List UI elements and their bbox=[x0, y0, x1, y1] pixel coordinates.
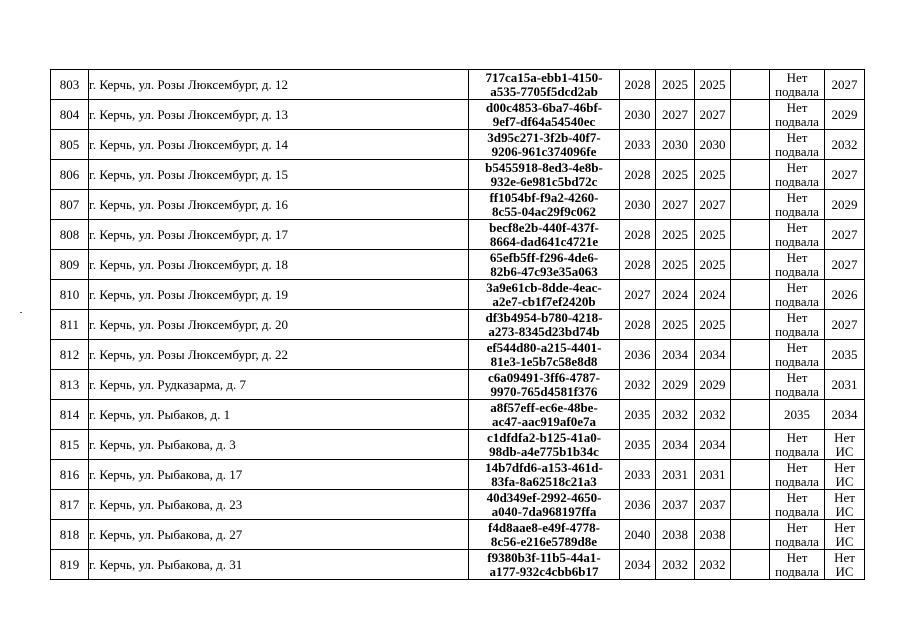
basement-cell-line: подвала bbox=[775, 383, 819, 399]
year-cell-3: 2031 bbox=[695, 460, 731, 490]
guid-cell-line: ac47-aac919af0e7a bbox=[492, 413, 596, 429]
basement-cell bbox=[770, 250, 825, 280]
year-cell-1: 2036 bbox=[620, 340, 656, 370]
year-cell-1: 2036 bbox=[620, 490, 656, 520]
last-cell-line: 2035 bbox=[831, 346, 858, 362]
year-cell-3: 2030 bbox=[695, 130, 731, 160]
row-number-cell: 811 bbox=[51, 310, 89, 340]
basement-cell bbox=[770, 280, 825, 310]
year-cell-1: 2028 bbox=[620, 70, 656, 100]
year-cell-1: 2028 bbox=[620, 160, 656, 190]
guid-cell-line: f4d8aae8-e49f-4778- bbox=[488, 519, 600, 535]
basement-cell-line: Нет bbox=[786, 99, 808, 115]
year-cell-3: 2025 bbox=[695, 220, 731, 250]
address-cell: г. Керчь, ул. Рыбакова, д. 3 bbox=[89, 430, 469, 460]
year-cell-3: 2032 bbox=[695, 550, 731, 580]
empty-cell bbox=[731, 400, 770, 430]
guid-cell-line: a273-8345d23bd74b bbox=[488, 323, 600, 339]
basement-cell bbox=[770, 490, 825, 520]
year-cell-1: 2030 bbox=[620, 100, 656, 130]
last-cell bbox=[825, 310, 865, 340]
address-cell: г. Керчь, ул. Рыбакова, д. 23 bbox=[89, 490, 469, 520]
year-cell-3: 2037 bbox=[695, 490, 731, 520]
year-cell-2: 2032 bbox=[656, 400, 695, 430]
row-number-cell: 812 bbox=[51, 340, 89, 370]
last-cell bbox=[825, 400, 865, 430]
guid-cell bbox=[469, 160, 620, 190]
guid-cell-line: c1dfdfa2-b125-41a0- bbox=[486, 429, 602, 445]
guid-cell-line: 9ef7-df64a54540ec bbox=[492, 113, 596, 129]
row-number-cell: 814 bbox=[51, 400, 89, 430]
guid-cell-line: b5455918-8ed3-4e8b- bbox=[485, 159, 603, 175]
basement-cell-line: подвала bbox=[775, 473, 819, 489]
basement-cell bbox=[770, 400, 825, 430]
year-cell-2: 2032 bbox=[656, 550, 695, 580]
year-cell-3: 2032 bbox=[695, 400, 731, 430]
guid-cell bbox=[469, 370, 620, 400]
guid-cell-line: 14b7dfd6-a153-461d- bbox=[485, 459, 603, 475]
year-cell-1: 2028 bbox=[620, 250, 656, 280]
last-cell-line: Нет bbox=[834, 519, 855, 535]
table-row bbox=[51, 370, 865, 400]
row-number-cell: 808 bbox=[51, 220, 89, 250]
row-number-cell: 817 bbox=[51, 490, 89, 520]
last-cell-line: 2027 bbox=[831, 76, 858, 92]
last-cell bbox=[825, 430, 865, 460]
empty-cell bbox=[731, 130, 770, 160]
empty-cell bbox=[731, 280, 770, 310]
last-cell bbox=[825, 250, 865, 280]
guid-cell-line: 8c56-e216e5789d8e bbox=[490, 533, 598, 549]
empty-cell bbox=[731, 310, 770, 340]
table-row bbox=[51, 130, 865, 160]
empty-cell bbox=[731, 520, 770, 550]
table-body bbox=[51, 70, 865, 580]
year-cell-3: 2029 bbox=[695, 370, 731, 400]
last-cell bbox=[825, 100, 865, 130]
address-cell: г. Керчь, ул. Рудказарма, д. 7 bbox=[89, 370, 469, 400]
basement-cell-line: подвала bbox=[775, 263, 819, 279]
guid-cell-line: 9206-961c374096fe bbox=[491, 143, 597, 159]
basement-cell-line: Нет bbox=[786, 279, 808, 295]
last-cell bbox=[825, 520, 865, 550]
guid-cell bbox=[469, 400, 620, 430]
year-cell-2: 2038 bbox=[656, 520, 695, 550]
year-cell-3: 2038 bbox=[695, 520, 731, 550]
guid-cell bbox=[469, 100, 620, 130]
basement-cell bbox=[770, 310, 825, 340]
guid-cell bbox=[469, 550, 620, 580]
address-cell: г. Керчь, ул. Рыбакова, д. 17 bbox=[89, 460, 469, 490]
guid-cell bbox=[469, 190, 620, 220]
year-cell-2: 2029 bbox=[656, 370, 695, 400]
row-number-cell: 813 bbox=[51, 370, 89, 400]
year-cell-2: 2030 bbox=[656, 130, 695, 160]
last-cell bbox=[825, 220, 865, 250]
last-cell bbox=[825, 340, 865, 370]
guid-cell-line: ff1054bf-f9a2-4260- bbox=[489, 189, 599, 205]
guid-cell bbox=[469, 310, 620, 340]
last-cell-line: 2027 bbox=[831, 256, 858, 272]
basement-cell-line: подвала bbox=[775, 443, 819, 459]
scan-artifact bbox=[20, 312, 22, 313]
guid-cell bbox=[469, 130, 620, 160]
last-cell-line: Нет bbox=[834, 429, 855, 445]
empty-cell bbox=[731, 100, 770, 130]
guid-cell bbox=[469, 70, 620, 100]
guid-cell-line: 82b6-47c93e35a063 bbox=[490, 263, 598, 279]
address-cell: г. Керчь, ул. Розы Люксембург, д. 19 bbox=[89, 280, 469, 310]
basement-cell-line: Нет bbox=[786, 459, 808, 475]
guid-cell bbox=[469, 250, 620, 280]
year-cell-2: 2034 bbox=[656, 430, 695, 460]
empty-cell bbox=[731, 550, 770, 580]
year-cell-2: 2031 bbox=[656, 460, 695, 490]
row-number-cell: 804 bbox=[51, 100, 89, 130]
last-cell bbox=[825, 460, 865, 490]
basement-cell-line: подвала bbox=[775, 203, 819, 219]
address-cell: г. Керчь, ул. Розы Люксембург, д. 20 bbox=[89, 310, 469, 340]
year-cell-2: 2025 bbox=[656, 310, 695, 340]
last-cell-line: 2029 bbox=[831, 106, 858, 122]
basement-cell-line: Нет bbox=[786, 489, 808, 505]
address-cell: г. Керчь, ул. Розы Люксембург, д. 18 bbox=[89, 250, 469, 280]
guid-cell-line: becf8e2b-440f-437f- bbox=[489, 219, 599, 235]
year-cell-1: 2027 bbox=[620, 280, 656, 310]
year-cell-2: 2024 bbox=[656, 280, 695, 310]
year-cell-1: 2034 bbox=[620, 550, 656, 580]
basement-cell bbox=[770, 370, 825, 400]
last-cell-line: Нет bbox=[834, 489, 855, 505]
last-cell bbox=[825, 550, 865, 580]
basement-cell-line: Нет bbox=[786, 129, 808, 145]
basement-cell bbox=[770, 460, 825, 490]
basement-cell bbox=[770, 340, 825, 370]
year-cell-3: 2034 bbox=[695, 340, 731, 370]
row-number-cell: 818 bbox=[51, 520, 89, 550]
table-row bbox=[51, 490, 865, 520]
guid-cell-line: 8c55-04ac29f9c062 bbox=[492, 203, 596, 219]
year-cell-2: 2037 bbox=[656, 490, 695, 520]
basement-cell bbox=[770, 520, 825, 550]
basement-cell-line: Нет bbox=[786, 429, 808, 445]
address-cell: г. Керчь, ул. Рыбаков, д. 1 bbox=[89, 400, 469, 430]
last-cell bbox=[825, 190, 865, 220]
basement-cell-line: подвала bbox=[775, 143, 819, 159]
guid-cell-line: 717ca15a-ebb1-4150- bbox=[485, 69, 603, 85]
last-cell-line: ИС bbox=[835, 443, 854, 459]
guid-cell bbox=[469, 520, 620, 550]
year-cell-3: 2025 bbox=[695, 160, 731, 190]
last-cell-line: 2031 bbox=[831, 376, 858, 392]
empty-cell bbox=[731, 250, 770, 280]
address-cell: г. Керчь, ул. Рыбакова, д. 31 bbox=[89, 550, 469, 580]
last-cell bbox=[825, 130, 865, 160]
guid-cell-line: a8f57eff-ec6e-48be- bbox=[490, 399, 598, 415]
table-row bbox=[51, 340, 865, 370]
last-cell-line: Нет bbox=[834, 549, 855, 565]
row-number-cell: 819 bbox=[51, 550, 89, 580]
year-cell-2: 2025 bbox=[656, 70, 695, 100]
year-cell-3: 2025 bbox=[695, 250, 731, 280]
address-cell: г. Керчь, ул. Розы Люксембург, д. 15 bbox=[89, 160, 469, 190]
address-cell: г. Керчь, ул. Розы Люксембург, д. 22 bbox=[89, 340, 469, 370]
year-cell-1: 2035 bbox=[620, 400, 656, 430]
basement-cell-line: Нет bbox=[786, 369, 808, 385]
basement-cell-line: подвала bbox=[775, 293, 819, 309]
basement-cell bbox=[770, 430, 825, 460]
basement-cell-line: Нет bbox=[786, 309, 808, 325]
basement-cell-line: подвала bbox=[775, 113, 819, 129]
basement-cell-line: Нет bbox=[786, 219, 808, 235]
year-cell-2: 2025 bbox=[656, 220, 695, 250]
basement-cell-line: подвала bbox=[775, 353, 819, 369]
guid-cell-line: a040-7da968197ffa bbox=[491, 503, 597, 519]
address-cell: г. Керчь, ул. Розы Люксембург, д. 13 bbox=[89, 100, 469, 130]
basement-cell-line: Нет bbox=[786, 519, 808, 535]
guid-cell-line: 81e3-1e5b7c58e8d8 bbox=[490, 353, 598, 369]
address-cell: г. Керчь, ул. Розы Люксембург, д. 12 bbox=[89, 70, 469, 100]
last-cell-line: ИС bbox=[835, 473, 854, 489]
basement-cell bbox=[770, 550, 825, 580]
last-cell-line: 2029 bbox=[831, 196, 858, 212]
year-cell-1: 2035 bbox=[620, 430, 656, 460]
year-cell-3: 2027 bbox=[695, 190, 731, 220]
guid-cell-line: 932e-6e981c5bd72c bbox=[490, 173, 598, 189]
basement-cell-line: подвала bbox=[775, 533, 819, 549]
year-cell-1: 2033 bbox=[620, 130, 656, 160]
year-cell-3: 2024 bbox=[695, 280, 731, 310]
guid-cell-line: 98db-a4e775b1b34c bbox=[489, 443, 599, 459]
table-row bbox=[51, 550, 865, 580]
year-cell-2: 2025 bbox=[656, 160, 695, 190]
address-cell: г. Керчь, ул. Розы Люксембург, д. 14 bbox=[89, 130, 469, 160]
basement-cell-line: подвала bbox=[775, 173, 819, 189]
guid-cell-line: 3d95c271-3f2b-40f7- bbox=[487, 129, 601, 145]
basement-cell-line: подвала bbox=[775, 563, 819, 579]
basement-cell-line: подвала bbox=[775, 233, 819, 249]
year-cell-3: 2027 bbox=[695, 100, 731, 130]
year-cell-2: 2027 bbox=[656, 190, 695, 220]
empty-cell bbox=[731, 220, 770, 250]
address-cell: г. Керчь, ул. Розы Люксембург, д. 16 bbox=[89, 190, 469, 220]
year-cell-1: 2033 bbox=[620, 460, 656, 490]
table-row bbox=[51, 220, 865, 250]
year-cell-3: 2025 bbox=[695, 310, 731, 340]
empty-cell bbox=[731, 70, 770, 100]
guid-cell-line: 83fa-8a62518c21a3 bbox=[491, 473, 597, 489]
basement-cell bbox=[770, 70, 825, 100]
table-row bbox=[51, 70, 865, 100]
basement-cell-line: подвала bbox=[775, 323, 819, 339]
basement-cell-line: Нет bbox=[786, 69, 808, 85]
guid-cell-line: 65efb5ff-f296-4de6- bbox=[489, 249, 599, 265]
address-cell: г. Керчь, ул. Розы Люксембург, д. 17 bbox=[89, 220, 469, 250]
empty-cell bbox=[731, 370, 770, 400]
guid-cell-line: f9380b3f-11b5-44a1- bbox=[487, 549, 601, 565]
basement-cell-line: подвала bbox=[775, 503, 819, 519]
guid-cell bbox=[469, 460, 620, 490]
year-cell-1: 2030 bbox=[620, 190, 656, 220]
year-cell-2: 2034 bbox=[656, 340, 695, 370]
last-cell bbox=[825, 160, 865, 190]
guid-cell bbox=[469, 490, 620, 520]
guid-cell-line: 8664-dad641c4721e bbox=[489, 233, 599, 249]
last-cell-line: 2026 bbox=[831, 286, 858, 302]
guid-cell bbox=[469, 280, 620, 310]
guid-cell bbox=[469, 340, 620, 370]
row-number-cell: 803 bbox=[51, 70, 89, 100]
guid-cell bbox=[469, 430, 620, 460]
empty-cell bbox=[731, 490, 770, 520]
last-cell-line: ИС bbox=[835, 533, 854, 549]
last-cell-line: 2027 bbox=[831, 316, 858, 332]
guid-cell-line: 9970-765d4581f376 bbox=[490, 383, 598, 399]
row-number-cell: 805 bbox=[51, 130, 89, 160]
guid-cell-line: c6a09491-3ff6-4787- bbox=[488, 369, 600, 385]
empty-cell bbox=[731, 340, 770, 370]
last-cell bbox=[825, 280, 865, 310]
last-cell-line: ИС bbox=[835, 563, 854, 579]
guid-cell-line: d00c4853-6ba7-46bf- bbox=[485, 99, 603, 115]
guid-cell-line: a535-7705f5dcd2ab bbox=[490, 83, 598, 99]
guid-cell-line: a2e7-cb1f7ef2420b bbox=[492, 293, 596, 309]
basement-cell-line: 2035 bbox=[784, 406, 810, 422]
table-row bbox=[51, 250, 865, 280]
year-cell-2: 2027 bbox=[656, 100, 695, 130]
basement-cell bbox=[770, 130, 825, 160]
last-cell-line: 2027 bbox=[831, 226, 858, 242]
empty-cell bbox=[731, 460, 770, 490]
guid-cell-line: 40d349ef-2992-4650- bbox=[486, 489, 602, 505]
basement-cell-line: Нет bbox=[786, 159, 808, 175]
table-row bbox=[51, 460, 865, 490]
year-cell-1: 2028 bbox=[620, 310, 656, 340]
empty-cell bbox=[731, 430, 770, 460]
last-cell bbox=[825, 490, 865, 520]
basement-cell-line: Нет bbox=[786, 549, 808, 565]
address-cell: г. Керчь, ул. Рыбакова, д. 27 bbox=[89, 520, 469, 550]
row-number-cell: 810 bbox=[51, 280, 89, 310]
year-cell-3: 2025 bbox=[695, 70, 731, 100]
row-number-cell: 816 bbox=[51, 460, 89, 490]
basement-cell bbox=[770, 220, 825, 250]
empty-cell bbox=[731, 190, 770, 220]
last-cell-line: 2032 bbox=[831, 136, 858, 152]
guid-cell-line: ef544d80-a215-4401- bbox=[486, 339, 602, 355]
year-cell-1: 2028 bbox=[620, 220, 656, 250]
basement-cell bbox=[770, 100, 825, 130]
basement-cell-line: Нет bbox=[786, 339, 808, 355]
row-number-cell: 806 bbox=[51, 160, 89, 190]
table-row bbox=[51, 400, 865, 430]
row-number-cell: 809 bbox=[51, 250, 89, 280]
year-cell-2: 2025 bbox=[656, 250, 695, 280]
guid-cell-line: 3a9e61cb-8dde-4eac- bbox=[486, 279, 602, 295]
guid-cell-line: a177-932c4cbb6b17 bbox=[489, 563, 599, 579]
basement-cell-line: Нет bbox=[786, 189, 808, 205]
table-row bbox=[51, 310, 865, 340]
table-row bbox=[51, 190, 865, 220]
guid-cell-line: df3b4954-b780-4218- bbox=[485, 309, 603, 325]
table-row bbox=[51, 520, 865, 550]
basement-cell bbox=[770, 190, 825, 220]
year-cell-1: 2040 bbox=[620, 520, 656, 550]
empty-cell bbox=[731, 160, 770, 190]
table-row bbox=[51, 160, 865, 190]
last-cell bbox=[825, 70, 865, 100]
year-cell-1: 2032 bbox=[620, 370, 656, 400]
row-number-cell: 807 bbox=[51, 190, 89, 220]
table-row bbox=[51, 100, 865, 130]
last-cell bbox=[825, 370, 865, 400]
guid-cell bbox=[469, 220, 620, 250]
row-number-cell: 815 bbox=[51, 430, 89, 460]
basement-cell-line: Нет bbox=[786, 249, 808, 265]
year-cell-3: 2034 bbox=[695, 430, 731, 460]
registry-table bbox=[50, 69, 865, 580]
last-cell-line: ИС bbox=[835, 503, 854, 519]
basement-cell-line: подвала bbox=[775, 83, 819, 99]
last-cell-line: 2034 bbox=[831, 406, 858, 422]
last-cell-line: 2027 bbox=[831, 166, 858, 182]
table-row bbox=[51, 280, 865, 310]
last-cell-line: Нет bbox=[834, 459, 855, 475]
table-row bbox=[51, 430, 865, 460]
basement-cell bbox=[770, 160, 825, 190]
